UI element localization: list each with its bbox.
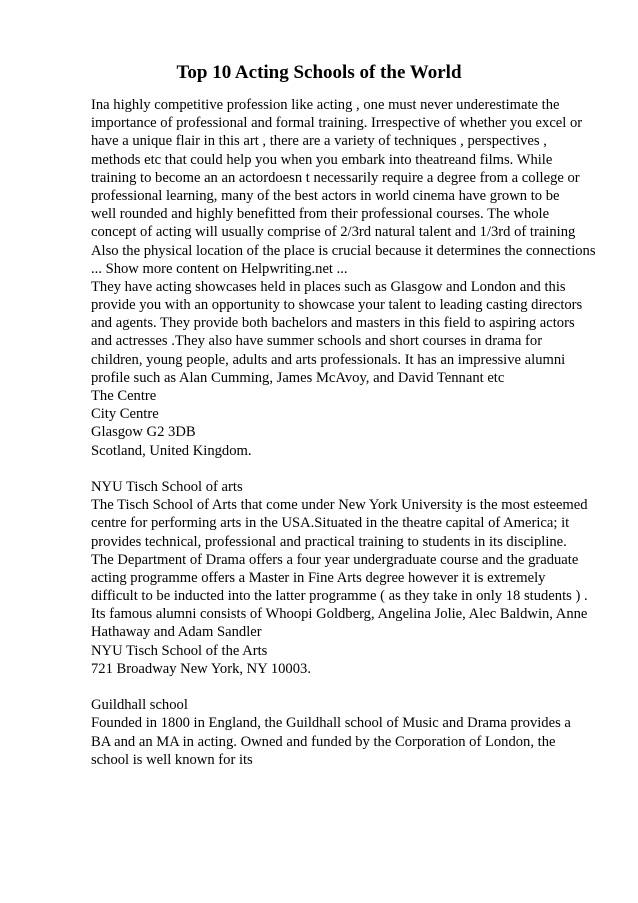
- document-body: [91, 96, 611, 769]
- document-title: Top 10 Acting Schools of the World: [176, 62, 462, 83]
- text-line: concept of acting will usually comprise of 2/3rd natural talent and 1/3rd of training: [91, 224, 576, 241]
- address-line: Scotland, United Kingdom.: [91, 442, 252, 459]
- address-line: Glasgow G2 3DB: [91, 424, 196, 441]
- nyu-section: [91, 478, 611, 678]
- text-line: centre for performing arts in the USA.Situated in the theatre capital of America; it: [91, 515, 570, 532]
- paragraph-gap: [91, 460, 611, 478]
- text-line: importance of professional and formal training. Irrespective of whether you excel or: [91, 115, 583, 132]
- text-line: The Tisch School of Arts that come under New York University is the most esteemed: [91, 497, 588, 514]
- text-line: provides technical, professional and practical training to students in its discipline.: [91, 533, 567, 550]
- centre-section: [91, 278, 611, 460]
- text-line: have a unique flair in this art , there are a variety of techniques , perspectives ,: [91, 133, 547, 150]
- intro-paragraph: [91, 96, 611, 278]
- text-line: children, young people, adults and arts professionals. It has an impressive alumni: [91, 351, 566, 368]
- address-line: 721 Broadway New York, NY 10003.: [91, 660, 311, 677]
- text-line: They have acting showcases held in places such as Glasgow and London and this: [91, 278, 566, 295]
- paragraph-gap: [91, 678, 611, 696]
- text-line: profile such as Alan Cumming, James McAvoy, and David Tennant etc: [91, 369, 505, 386]
- text-line: Ina highly competitive profession like acting , one must never underestimate the: [91, 97, 560, 113]
- text-line: The Department of Drama offers a four year undergraduate course and the graduate: [91, 551, 579, 568]
- address-line: The Centre: [91, 388, 157, 404]
- section-heading: Guildhall school: [91, 697, 188, 714]
- text-line: school is well known for its: [91, 751, 253, 768]
- text-line: Founded in 1800 in England, the Guildhall school of Music and Drama provides a: [91, 715, 571, 732]
- text-line: BA and an MA in acting. Owned and funded by the Corporation of London, the: [91, 733, 556, 750]
- text-line: Its famous alumni consists of Whoopi Goldberg, Angelina Jolie, Alec Baldwin, Anne: [91, 606, 588, 623]
- text-line: methods etc that could help you when you embark into theatreand films. While: [91, 151, 553, 168]
- text-line: professional learning, many of the best actors in world cinema have grown to be: [91, 187, 560, 204]
- text-line: Hathaway and Adam Sandler: [91, 624, 262, 641]
- text-line: and actresses .They also have summer schools and short courses in drama for: [91, 333, 543, 350]
- guildhall-section: [91, 696, 611, 769]
- text-line: Also the physical location of the place is crucial because it determines the connections: [91, 242, 596, 259]
- text-line: difficult to be inducted into the latter programme ( as they take in only 18 students ) .: [91, 588, 588, 605]
- address-line: City Centre: [91, 406, 159, 423]
- text-line: and agents. They provide both bachelors and masters in this field to aspiring actors: [91, 315, 575, 332]
- text-line: well rounded and highly benefitted from their professional courses. The whole: [91, 206, 550, 223]
- section-heading: NYU Tisch School of arts: [91, 478, 243, 495]
- text-line: provide you with an opportunity to showcase your talent to leading casting directors: [91, 297, 583, 314]
- show-more-line: ... Show more content on Helpwriting.net ...: [91, 260, 348, 277]
- text-line: training to become an an actordoesn t necessarily require a degree from a college or: [91, 169, 580, 186]
- text-line: acting programme offers a Master in Fine Arts degree however it is extremely: [91, 569, 546, 586]
- address-line: NYU Tisch School of the Arts: [91, 642, 268, 659]
